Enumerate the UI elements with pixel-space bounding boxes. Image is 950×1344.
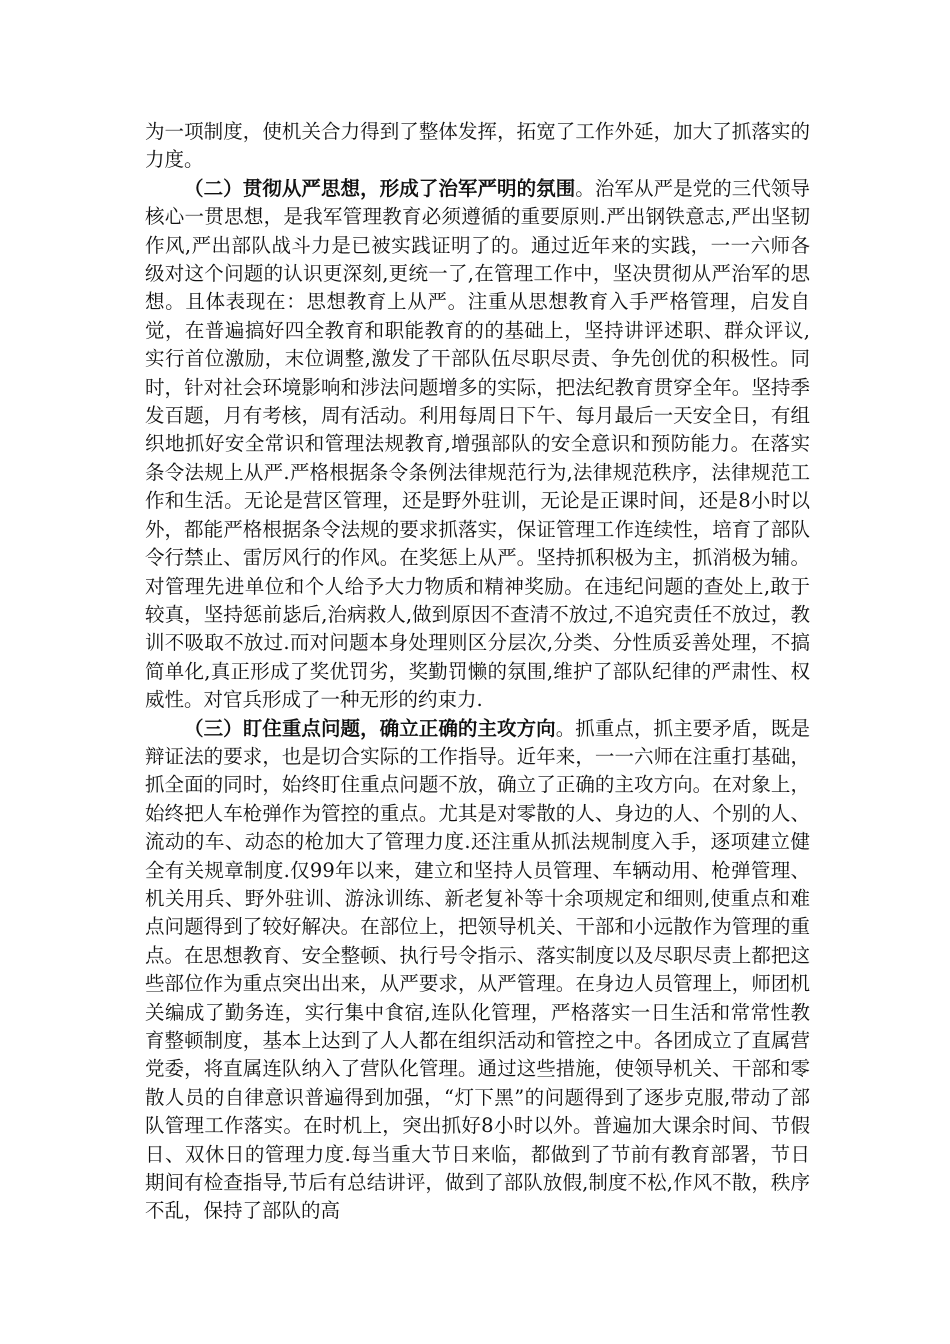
paragraph-text: 为一项制度，使机关合力得到了整体发挥，拓宽了工作外延，加大了抓落实的力度。 (145, 120, 810, 172)
paragraph-continuation (145, 118, 810, 175)
paragraph-section-3 (145, 715, 810, 1226)
section-heading: （二）贯彻从严思想，形成了治军严明的氛围 (184, 176, 576, 200)
paragraph-text: 。治军从严是党的三代领导核心一贯思想，是我军管理教育必须遵循的重要原则.严出钢铁意志,严出坚韧作风,严出部队战斗力是已被实践证明了的。通过近年来的实践，一一六师各级对这个问题的认识更深刻,更统一了,在管理工作中，坚决贯彻从严治军的思想。且体表现在：思想教育上从严。注重从思想教育入手严格管理，启发自觉，在普遍搞好四全教育和职能教育的的基础上，坚持讲评述职、群众评议,实行首位激励，末位调整,激发了干部队伍尽职尽责、争先创优的积极性。同时，针对社会环境影响和涉法问题增多的实际，把法纪教育贯穿全年。坚持季发百题，月有考核，周有活动。利用每周日下午、每月最后一天安全日，有组织地抓好安全常识和管理法规教育,增强部队的安全意识和预防能力。在落实条令法规上从严.严格根据条令条例法律规范行为,法律规范秩序，法律规范工作和生活。无论是营区管理，还是野外驻训，无论是正课时间，还是8小时以外，都能严格根据条令法规的要求抓落实，保证管理工作连续性，培育了部队令行禁止、雷厉风行的作风。在奖惩上从严。坚持抓积极为主，抓消极为辅。对管理先进单位和个人给予大力物质和精神奖励。在违纪问题的查处上,敢于较真，坚持惩前毖后,治病救人,做到原因不查清不放过,不追究责任不放过，教训不吸取不放过.而对问题本身处理则区分层次,分类、分性质妥善处理，不搞简单化,真正形成了奖优罚劣，奖勤罚懒的氛围,维护了部队纪律的严肃性、权威性。对官兵形成了一种无形的约束力. (145, 176, 810, 712)
section-heading: （三）盯住重点问题，确立正确的主攻方向 (184, 716, 556, 740)
document-body (145, 118, 810, 1226)
paragraph-text: 。抓重点，抓主要矛盾，既是辩证法的要求，也是切合实际的工作指导。近年来，一一六师在注重打基础，抓全面的同时，始终盯住重点问题不放，确立了正确的主攻方向。在对象上，始终把人车枪弹作为管控的重点。尤其是对零散的人、身边的人、个别的人、流动的车、动态的枪加大了管理力度.还注重从抓法规制度入手，逐项建立健全有关规章制度.仅99年以来，建立和坚持人员管理、车辆动用、枪弹管理、机关用兵、野外驻训、游泳训练、新老复补等十余项规定和细则,使重点和难点问题得到了较好解决。在部位上，把领导机关、干部和小远散作为管理的重点。在思想教育、安全整顿、执行号令指示、落实制度以及尽职尽责上都把这些部位作为重点突出出来，从严要求，从严管理。在身边人员管理上，师团机关编成了勤务连，实行集中食宿,连队化管理，严格落实一日生活和常常性教育整顿制度，基本上达到了人人都在组织活动和管控之中。各团成立了直属营党委，将直属连队纳入了营队化管理。通过这些措施，使领导机关、干部和零散人员的自律意识普遍得到加强，“灯下黑”的问题得到了逐步克服,带动了部队管理工作落实。在时机上，突出抓好8小时以外。普遍加大课余时间、节假日、双休日的管理力度.每当重大节日来临，都做到了节前有教育部署，节日期间有检查指导,节后有总结讲评，做到了部队放假,制度不松,作风不散，秩序不乱，保持了部队的高 (145, 716, 810, 1223)
paragraph-section-2 (145, 175, 810, 715)
